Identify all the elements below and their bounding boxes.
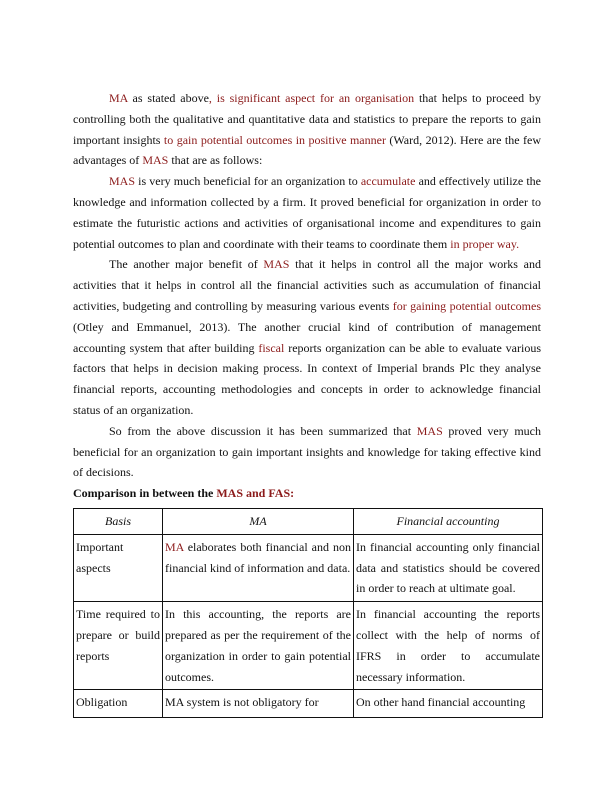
cell-ma	[163, 534, 354, 601]
table-row	[74, 602, 543, 690]
highlighted-text: MAS	[109, 174, 136, 189]
text-segment: and effectively utilize the knowledge and information collected by a firm. It proved beneficial for organization in order to estimate the futuristic actions and activities of organisational income and expenditures to gain potential outcomes to plan and coordinate with their teams to coordinate them	[73, 174, 541, 251]
text-segment: is very much beneficial for an organization to	[135, 174, 361, 189]
text-segment: So from the above discussion it has been summarized that	[109, 423, 417, 438]
text-segment: (Ward, 2012). Here are the few advantages of	[73, 132, 542, 168]
cell-fa: In financial accounting the reports collect with the help of norms of IFRS in order to accumulate necessary information.	[354, 602, 543, 690]
cell-basis: Obligation	[74, 690, 163, 718]
heading-highlight: MAS and FAS:	[216, 486, 295, 501]
highlighted-text: to gain potential outcomes in positive manner	[163, 132, 386, 147]
section-heading	[73, 483, 541, 504]
highlighted-text: , is significant aspect for an organisation	[208, 91, 415, 105]
comparison-table	[73, 508, 543, 718]
paragraph	[73, 254, 541, 420]
header-basis: Basis	[74, 509, 163, 535]
highlighted-text: MAS	[263, 257, 290, 272]
highlighted-text: accumulate	[360, 174, 416, 189]
text-segment: (Otley and Emmanuel, 2013). The another crucial kind of contribution of management accounting system that after building	[73, 319, 541, 355]
ma-highlight: MA	[165, 539, 184, 554]
text-segment: The another major benefit of	[109, 257, 264, 272]
text-segment: that helps to proceed by controlling both the qualitative and quantitative data and statistics to prepare the reports to gain important insights	[73, 91, 542, 147]
text-segment: that it helps in control all the major works and activities that it helps in control all the financial activities such as accumulation of financial activities, budgeting and controlling by measuring various events	[73, 257, 541, 313]
text-segment: that are as follows:	[168, 153, 263, 168]
cell-ma: MA system is not obligatory for	[163, 690, 354, 718]
cell-basis: Important aspects	[74, 534, 163, 601]
text-segment: as stated above	[127, 91, 209, 105]
ma-text: elaborates both financial and non financial kind of information and data.	[165, 539, 351, 575]
table-row	[74, 690, 543, 718]
text-segment: proved very much beneficial for an organization to gain important insights and knowledge for taking effective kind of decisions.	[73, 423, 541, 480]
cell-basis: Time required to prepare or build reports	[74, 602, 163, 690]
cell-fa: In financial accounting only financial data and statistics should be covered in order to reach at ultimate goal.	[354, 534, 543, 601]
paragraph	[73, 171, 541, 254]
highlighted-text: for gaining potential outcomes	[392, 298, 541, 313]
cell-fa: On other hand financial accounting	[354, 690, 543, 718]
highlighted-text: MAS	[142, 153, 169, 168]
table-row	[74, 534, 543, 601]
highlighted-text: in proper way.	[450, 236, 520, 251]
paragraph	[73, 88, 541, 171]
cell-ma: In this accounting, the reports are prepared as per the requirement of the organization in order to gain potential outcomes.	[163, 602, 354, 690]
document-body	[73, 88, 541, 504]
header-fa: Financial accounting	[354, 509, 543, 535]
highlighted-text: MA	[109, 91, 128, 105]
highlighted-text: fiscal	[258, 340, 285, 355]
paragraph	[73, 421, 541, 483]
highlighted-text: MAS	[416, 423, 443, 438]
text-segment: reports organization can be able to evaluate various factors that helps in decision making process. In context of Imperial brands Plc they analyse financial reports, accounting methodologies and concepts in order to acknowledge financial status of an organization.	[73, 340, 541, 417]
header-ma: MA	[163, 509, 354, 535]
heading-prefix: Comparison in between the	[73, 486, 217, 501]
table-header-row	[74, 509, 543, 535]
